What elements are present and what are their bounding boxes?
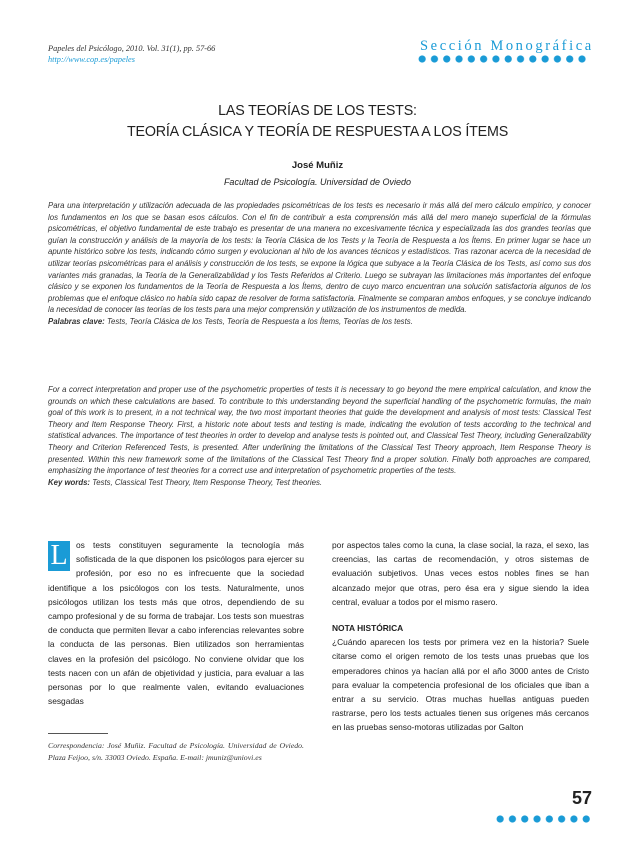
journal-citation (48, 43, 348, 65)
journal-reference: Papeles del Psicólogo, 2010. Vol. 31(1), pp. 57-66 (48, 44, 216, 53)
author-affiliation: Facultad de Psicología. Universidad de Oviedo (223, 177, 412, 187)
body-left-text: os tests constituyen seguramente la tecnología más sofisticada de la que disponen los psicólogos para ejercer su profesión, por eso no es infrecuente que la sociedad identifique a los psicólogos con los tests. Naturalmente, unos psicólogos utilizan los tests más que otros, dependiendo de su campo profesional y de su forma de trabajar. Los tests son muestras de conducta que permiten llevar a cabo inferencias relevantes sobre la conducta de las personas. Bien utilizados son herramientas claves en la profesión del psicólogo. No conviene olvidar que los tests nacen con un afán de objetividad y justicia, para evaluar a las personas por lo que realmente valen, evitando evaluaciones sesgadas (48, 540, 304, 707)
body-right-text-1: por aspectos tales como la cuna, la clase social, la raza, el sexo, las creencias, las cartas de recomendación, y otros sistemas de evaluación subjetivos. Unas veces estos nobles fines se han alcanzado mejor que otras, pero ésa era y sigue siendo la idea central, evaluar a todos por el mismo rasero. (332, 540, 589, 607)
abstract-english-text: For a correct interpretation and proper use of the psychometric properties of tests it is necessary to go beyond the mere empirical calculation, and know the grounds on which these calculations are based. To contribute to this understanding beyond the superficial handling of the psychometric formulas, the main goal of this work is to present, in a not technical way, the two most important theories that guide the development and analysis of most tests: Classical Test Theory and Item Response Theory. First, a historic note about tests and testing is made, indicating the evolution of tests according to the technical and statistical advances. The importance of test theories in order to develop and analyse tests is pointed out, and Classical Test Theory, including Generalizability Theory and Criterion Referenced Tests, is presented. After underlining the limitations of the Classical Test Theory approach, Item Response Theory is presented. Within this new framework some of the limitations of the Classical Test Theory find a proper solution. Finally both approaches are compared, emphasizing the importance of test theories for a correct use and interpretation of psychometric properties of the tests. (48, 385, 591, 476)
article-title-line-2: TEORÍA CLÁSICA Y TEORÍA DE RESPUESTA A LOS ÍTEMS (126, 124, 509, 140)
section-label: Sección Monográfica (420, 38, 594, 54)
keywords-spanish-label: Palabras clave: (48, 316, 105, 326)
page-number: 57 (571, 788, 592, 808)
body-right-text-2: ¿Cuándo aparecen los tests por primera vez en la historia? Suele citarse como el origen remoto de los tests unas pruebas que los emperadores chinos ya hacían allá por el año 3000 antes de Cristo para evaluar la competencia profesional de los oficiales que iban a entrar a su servicio. Otras muchas huellas antiguas pueden rastrarse, pero los tests actuales tienen sus orígenes más cercanos en las pruebas senso-motoras utilizadas por Galton (332, 637, 589, 733)
keywords-spanish (48, 316, 591, 328)
footnote-rule (48, 733, 108, 734)
keywords-english-label: Key words: (48, 477, 91, 487)
section-heading: NOTA HISTÓRICA (332, 623, 404, 634)
journal-url-link[interactable]: http://www.cop.es/papeles (48, 55, 135, 64)
footer-dots-decoration (494, 814, 594, 824)
article-title-line-1: LAS TEORÍAS DE LOS TESTS: (218, 103, 417, 119)
abstract-spanish-text: Para una interpretación y utilización adecuada de las propiedades psicométricas de los tests es necesario ir más allá del mero cálculo empírico, y conocer los fundamentos en los que se basan esos cálculos. Con el fin de contribuir a esta comprensión más allá del mero manejo superficial de la fórmulas psicométricas, el objetivo fundamental de este trabajo es presentar de una manera no excesivamente técnica y especializada las dos grandes teorías que guían la construcción y análisis de la mayoría de los tests: la Teoría Clásica de los Tests y la Teoría de Respuesta a los Ítems. En primer lugar se hace un apunte histórico sobre los tests, indicando cómo surgen y evolucionan al hilo de los avances técnicos y estadísticos. Tras razonar acerca de la necesidad de utilizar teorías psicométricas para el análisis y construcción de los tests, se expone la lógica que subyace a la Teoría Clásica de los Tests, así como sus dos variantes más granadas, la Teoría de la Generalizabilidad y los Tests Referidos al Criterio. Luego se subrayan las limitaciones más importantes del enfoque clásico y se exponen los fundamentos de la Teoría de Respuesta a los Ítems, dentro de cuyo marco encuentran una solución satisfactoria algunos de los problemas que el enfoque clásico no había sido capaz de resolver de forma satisfactoria. Finalmente se comparan ambos enfoques, y se concluye indicando la necesidad de conocer las teorías de los tests para una mejor comprensión y utilización de los instrumentos de medida. (48, 201, 591, 315)
body-left-column (48, 538, 304, 708)
section-dots-decoration (416, 54, 588, 64)
keywords-english-list: Tests, Classical Test Theory, Item Response Theory, Test theories. (92, 477, 323, 487)
drop-cap: L (48, 541, 70, 571)
correspondence-note: Correspondencia: José Muñiz. Facultad de Psicología. Universidad de Oviedo. Plaza Feijoo, s/n. 33003 Oviedo. España. E-mail: jmuniz@uniovi.es (48, 741, 304, 762)
abstract-english (48, 384, 591, 488)
abstract-spanish (48, 200, 591, 328)
author-name: José Muñiz (291, 160, 344, 171)
body-right-column (332, 538, 589, 735)
keywords-english (48, 477, 591, 489)
keywords-spanish-list: Tests, Teoría Clásica de los Tests, Teoría de Respuesta a los Ítems, Teorías de los tests. (106, 316, 413, 326)
